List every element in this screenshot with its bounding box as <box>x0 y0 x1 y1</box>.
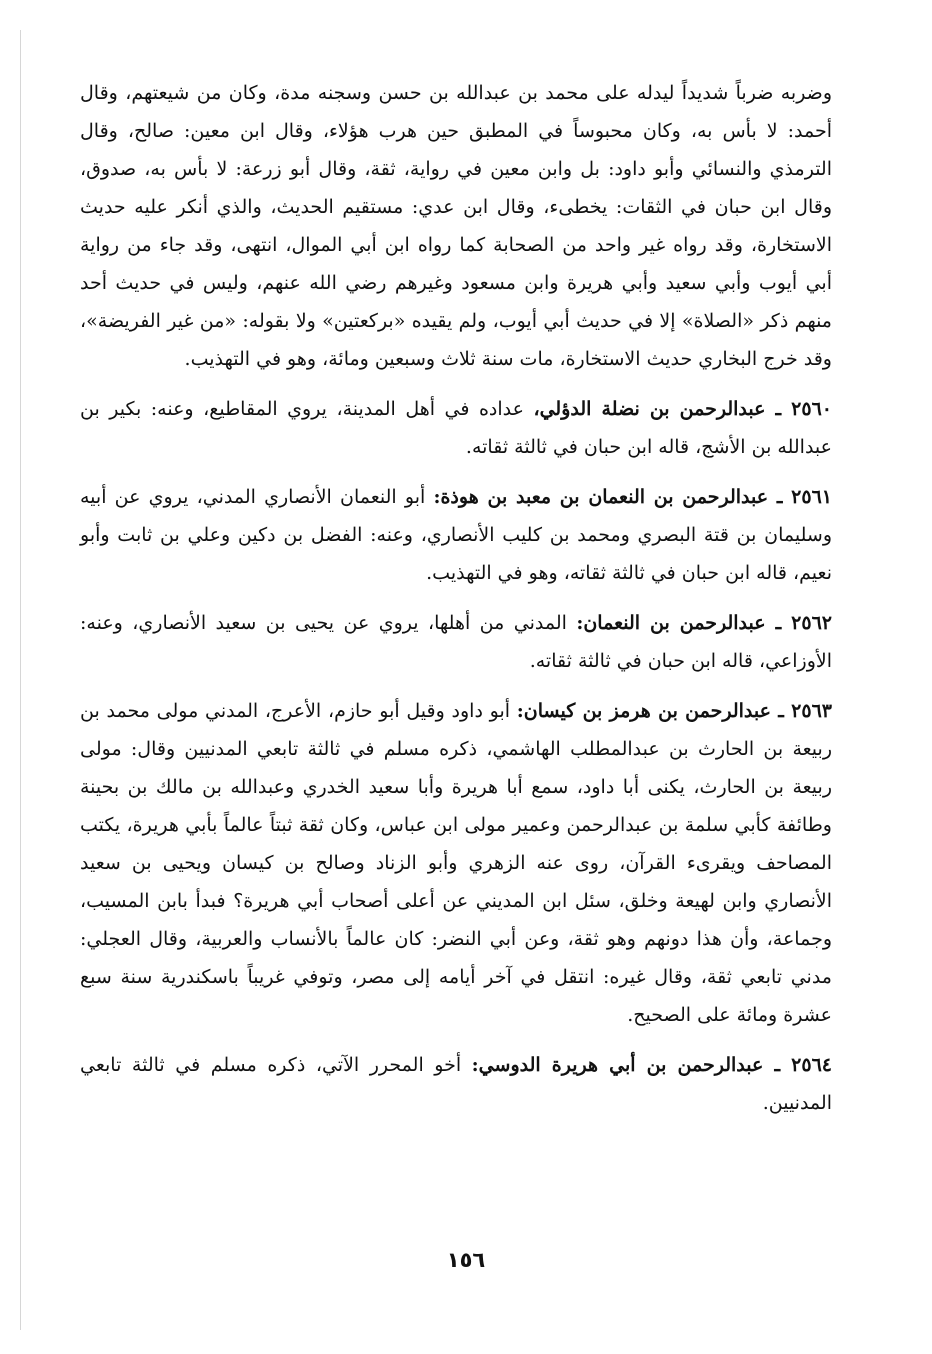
entry-body: أبو داود وقيل أبو حازم، الأعرج، المدني مولى محمد بن ربيعة بن الحارث بن عبدالمطلب الهاشمي، ذكره مسلم في ثالثة تابعي المدنيين وقال: مولى ربيعة بن الحارث، يكنى أبا داود، سمع أبا هريرة وأبا سعيد الخدري وعبدالله بن مالك بن بحينة وطائفة كأبي سلمة بن عبدالرحمن وعمير مولى ابن عباس، وكان ثقة ثبتاً عالماً بأبي هريرة، يكتب المصاحف ويقرىء القرآن، روى عنه الزهري وأبو الزناد وصالح بن كيسان ويحيى بن سعيد الأنصاري وابن لهيعة وخلق، سئل ابن المديني عن أعلى أصحاب أبي هريرة؟ فبدأ بابن المسيب، وجماعة، وأن هذا دونهم وهو ثقة، وعن أبي النضر: كان عالماً بالأنساب والعربية، وقال العجلي: مدني تابعي ثقة، وقال غيره: انتقل في آخر أيامه إلى مصر، وتوفي غريباً باسكندرية سنة سبع عشرة ومائة على الصحيح. <box>80 700 832 1026</box>
entry-body: أبو النعمان الأنصاري المدني، يروي عن أبيه وسليمان بن قتة البصري ومحمد بن كليب الأنصاري، وعنه: الفضل بن دكين وعلي بن ثابت وأبو نعيم، قاله ابن حبان في ثالثة ثقاته، وهو في التهذيب. <box>80 486 832 584</box>
scan-edge-line <box>20 30 21 1330</box>
entry-2563 <box>80 692 832 1034</box>
entry-heading: ٢٥٦٢ ـ عبدالرحمن بن النعمان: <box>576 612 832 634</box>
entry-body: المدني من أهلها، يروي عن يحيى بن سعيد الأنصاري، وعنه: الأوزاعي، قاله ابن حبان في ثالثة ثقاته. <box>80 612 832 672</box>
page-number: ١٥٦ <box>446 1248 486 1272</box>
entry-heading: ٢٥٦٣ ـ عبدالرحمن بن هرمز بن كيسان: <box>516 700 832 722</box>
main-text-block <box>80 74 832 1122</box>
entry-2562 <box>80 604 832 680</box>
opening-paragraph: وضربه ضرباً شديداً ليدله على محمد بن عبدالله بن حسن وسجنه مدة، وكان من شيعتهم، وقال أحمد: لا بأس به، وكان محبوساً في المطبق حين هرب هؤلاء، وقال ابن معين: صالح، وقال الترمذي والنسائي وأبو داود: بل وابن معين في رواية، ثقة، وقال أبو زرعة: لا بأس به، صدوق، وقال ابن حبان في الثقات: يخطىء، وقال ابن عدي: مستقيم الحديث، والذي أنكر عليه حديث الاستخارة، وقد رواه غير واحد من الصحابة كما رواه ابن أبي الموال، انتهى، وقد جاء من رواية أبي أيوب وأبي سعيد وأبي هريرة وابن مسعود وغيرهم رضي الله عنهم، وليس في حديث أحد منهم ذكر «الصلاة» إلا في حديث أبي أيوب، ولم يقيده «بركعتين» ولا بقوله: «من غير الفريضة»، وقد خرج البخاري حديث الاستخارة، مات سنة ثلاث وسبعين ومائة، وهو في التهذيب. <box>80 82 832 370</box>
entry-2561 <box>80 478 832 592</box>
entry-heading: ٢٥٦٤ ـ عبدالرحمن بن أبي هريرة الدوسي: <box>471 1054 832 1076</box>
entry-heading: ٢٥٦٠ ـ عبدالرحمن بن نضلة الدؤلي، <box>533 398 832 420</box>
entry-body: أخو المحرر الآتي، ذكره مسلم في ثالثة تابعي المدنيين. <box>80 1054 832 1114</box>
entry-2564 <box>80 1046 832 1122</box>
entry-2560 <box>80 390 832 466</box>
entry-heading: ٢٥٦١ ـ عبدالرحمن بن النعمان بن معبد بن هوذة: <box>433 486 832 508</box>
entry-body: عداده في أهل المدينة، يروي المقاطيع، وعنه: بكير بن عبدالله بن الأشج، قاله ابن حبان في ثالثة ثقاته. <box>80 398 832 458</box>
